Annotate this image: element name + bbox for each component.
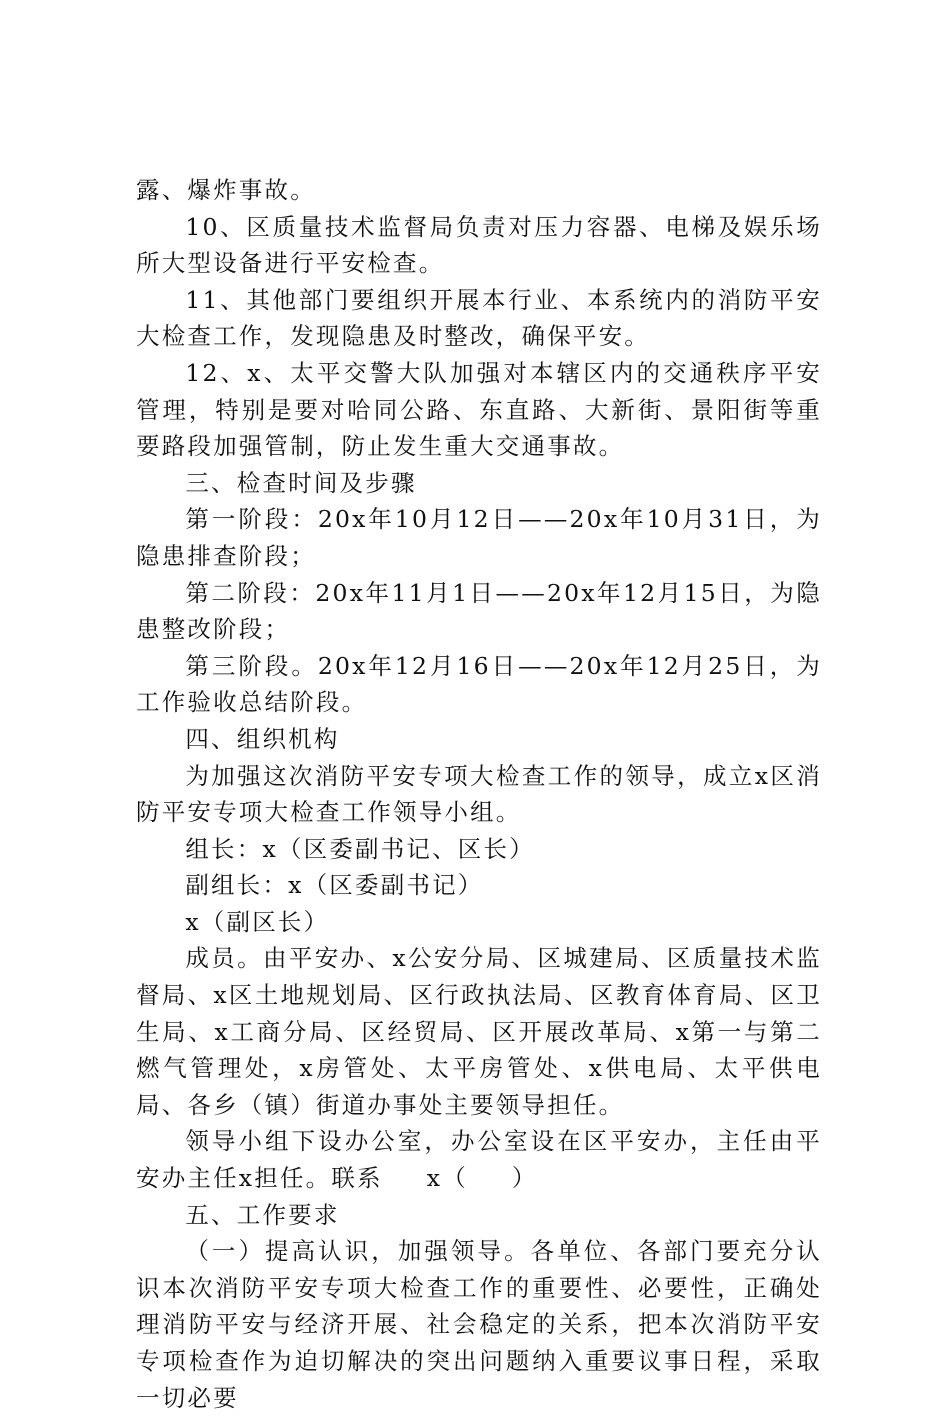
paragraph-phase-2: 第二阶段：20x年11月1日——20x年12月15日，为隐患整改阶段； (136, 578, 822, 644)
paragraph-office (136, 1123, 822, 1196)
contact-close: ） (511, 1164, 538, 1193)
paragraph-continuation: 露、爆炸事故。 (136, 176, 316, 204)
paragraph-deputy-district-head: x（副区长） (185, 907, 330, 936)
section-heading-4: 四、组织机构 (185, 724, 340, 753)
paragraph-phase-1: 第一阶段：20x年10月12日——20x年10月31日，为隐患排查阶段； (136, 505, 822, 570)
section-heading-5: 五、工作要求 (185, 1200, 340, 1229)
paragraph-deputy-leader: 副组长：x（区委副书记） (185, 871, 484, 900)
paragraph-item-10: 10、区质量技术监督局负责对压力容器、电梯及娱乐场所大型设备进行平安检查。 (136, 212, 822, 278)
paragraph-org-intro: 为加强这次消防平安专项大检查工作的领导，成立x区消防平安专项大检查工作领导小组。 (136, 761, 822, 827)
office-text: 领导小组下设办公室，办公室设在区平安办，主任由平安办主任x担任。联系 (136, 1127, 822, 1193)
paragraph-requirement-1: （一）提高认识，加强领导。各单位、各部门要充分认识本次消防平安专项大检查工作的重要性、必要性，正确处理消防平安与经济开展、社会稳定的关系，把本次消防平安专项检查作为迫切解决的突出问题纳入重要议事日程，采取一切必要 (136, 1237, 822, 1412)
contact-name: x（ (426, 1164, 468, 1193)
paragraph-phase-3: 第三阶段。20x年12月16日——20x年12月25日，为工作验收总结阶段。 (136, 651, 822, 717)
paragraph-item-12: 12、x、太平交警大队加强对本辖区内的交通秩序平安管理，特别是要对哈同公路、东直路、大新街、景阳街等重要路段加强管制，防止发生重大交通事故。 (136, 358, 822, 461)
paragraph-leader: 组长：x（区委副书记、区长） (185, 834, 535, 863)
paragraph-members: 成员。由平安办、x公安分局、区城建局、区质量技术监督局、x区土地规划局、区行政执法局、区教育体育局、区卫生局、x工商分局、区经贸局、区开展改革局、x第一与第二燃气管理处，x房管处、太平房管处、x供电局、太平供电局、各乡（镇）街道办事处主要领导担任。 (136, 944, 822, 1119)
section-heading-3: 三、检查时间及步骤 (185, 468, 417, 497)
paragraph-item-11: 11、其他部门要组织开展本行业、本系统内的消防平安大检查工作，发现隐患及时整改，确保平安。 (136, 285, 822, 351)
document-body (136, 172, 822, 1416)
